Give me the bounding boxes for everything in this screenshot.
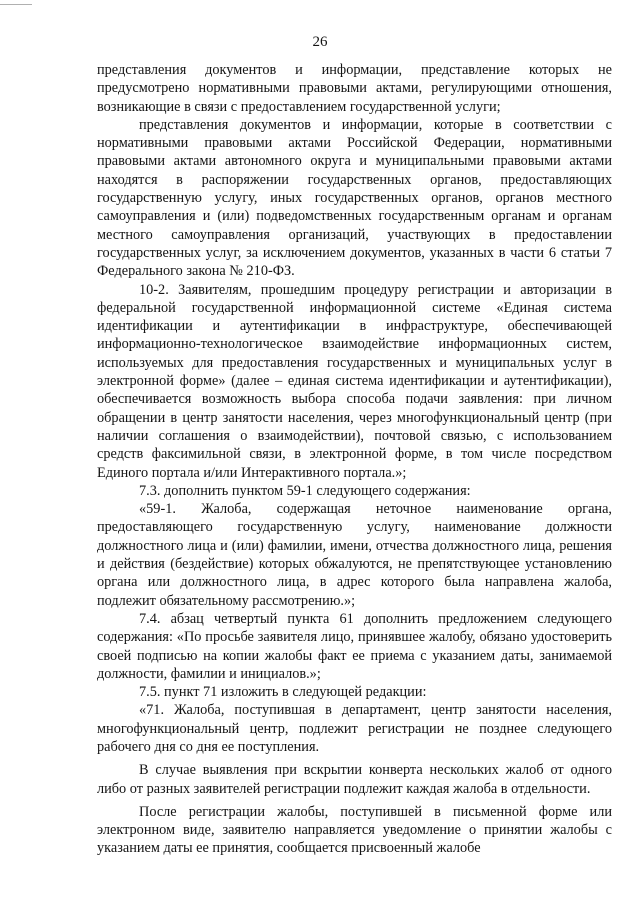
page-number: 26 (312, 34, 328, 50)
paragraph: После регистрации жалобы, поступившей в письменной форме или электронном виде, заявителю направляется уведомление о принятии жалобы с указанием даты ее принятия, сообщается присвоенный жалобе (97, 803, 612, 857)
paragraph: 7.4. абзац четвертый пункта 61 дополнить предложением следующего содержания: «По просьбе заявителя лицо, принявшее жалобу, обязано удостоверить своей подписью на копии жалобы факт ее приема с указанием даты, занимаемой должности, фамилии и инициалов.»; (97, 610, 612, 682)
document-body (97, 61, 612, 858)
scan-edge-mark (0, 4, 32, 5)
paragraph: «59-1. Жалоба, содержащая неточное наименование органа, предоставляющего государственную услугу, наименование должности должностного лица и (или) фамилии, имени, отчества должностного лица, решения и действия (бездействие) которых обжалуются, не препятствующее установлению органа или должностного лица, в адрес которого была направлена жалоба, подлежит обязательному рассмотрению.»; (97, 501, 612, 609)
paragraph: 10-2. Заявителям, прошедшим процедуру регистрации и авторизации в федеральной государственной информационной системе «Единая система идентификации и аутентификации в инфраструктуре, обеспечивающей информационно-технологическое взаимодействие информационных систем, используемых для предоставления государственных и муниципальных услуг в электронной форме» (далее – единая система идентификации и аутентификации), обеспечивается возможность выбора способа подачи заявления: при личном обращении в центр занятости населения, через многофункциональный центр (при наличии соглашения о взаимодействии), почтовой связью, с использованием средств факсимильной связи, в электронной форме, в том числе посредством Единого портала и/или Интерактивного портала.»; (97, 281, 612, 481)
paragraph: 7.5. пункт 71 изложить в следующей редакции: (139, 684, 427, 701)
paragraph: представления документов и информации, которые в соответствии с нормативными правовыми актами Российской Федерации, нормативными правовыми актами автономного округа и муниципальными правовыми актами находятся в распоряжении государственных органов, предоставляющих государственную услугу, иных государственных органов, органов местного самоуправления и (или) подведомственных государственным органам и органам местного самоуправления организаций, участвующих в предоставлении государственных услуг, за исключением документов, указанных в части 6 статьи 7 Федерального закона № 210-ФЗ. (97, 116, 612, 280)
paragraph: 7.3. дополнить пунктом 59-1 следующего содержания: (139, 482, 471, 499)
paragraph-continuation: представления документов и информации, представление которых не предусмотрено нормативными правовыми актами, регулирующими отношения, возникающие в связи с предоставлением государственной услуги; (97, 62, 612, 115)
paragraph: В случае выявления при вскрытии конверта нескольких жалоб от одного либо от разных заявителей регистрации подлежит каждая жалоба в отдельности. (97, 762, 612, 797)
paragraph: «71. Жалоба, поступившая в департамент, центр занятости населения, многофункциональный центр, подлежит регистрации не позднее следующего рабочего дня со дня ее поступления. (97, 702, 612, 755)
